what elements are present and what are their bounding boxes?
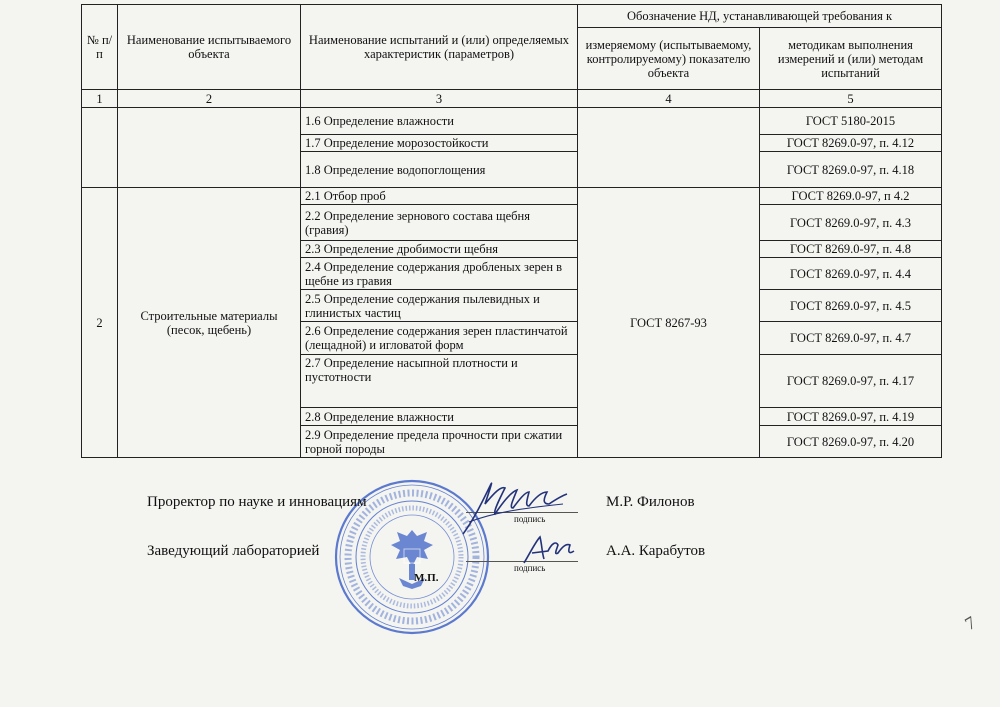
signer1-name: М.Р. Филонов: [606, 494, 695, 510]
group1-object-cell: [118, 108, 301, 188]
accreditation-table: [81, 4, 942, 458]
signature-caption: подпись: [514, 563, 546, 573]
test-name: 2.4 Определение содержания дробленых зерен в щебне из гравия: [301, 258, 578, 290]
col-number: 2: [118, 90, 301, 108]
test-method: ГОСТ 8269.0-97, п. 4.4: [760, 258, 942, 290]
test-method: ГОСТ 8269.0-97, п. 4.18: [760, 152, 942, 188]
test-name: 2.2 Определение зернового состава щебня (гравия): [301, 205, 578, 241]
signer2-position: Заведующий лабораторией: [147, 543, 320, 559]
test-method: ГОСТ 5180-2015: [760, 108, 942, 135]
col-number: 4: [578, 90, 760, 108]
test-method: ГОСТ 8269.0-97, п. 4.5: [760, 290, 942, 322]
col-number: 3: [301, 90, 578, 108]
header-nd-methods: методикам выполнения измерений и (или) методам испытаний: [760, 28, 942, 90]
signature-2-handwriting: [520, 533, 580, 567]
page-mark: 7: [961, 612, 980, 634]
test-method: ГОСТ 8269.0-97, п 4.2: [760, 188, 942, 205]
col-number: 1: [82, 90, 118, 108]
test-name: 2.9 Определение предела прочности при сжатии горной породы: [301, 426, 578, 458]
group2-nd: ГОСТ 8267-93: [578, 188, 760, 458]
signature-1-handwriting: [455, 478, 570, 538]
test-method: ГОСТ 8269.0-97, п. 4.7: [760, 322, 942, 355]
signer1-position: Проректор по науке и инновациям: [147, 494, 367, 510]
group1-nd-cell: [578, 108, 760, 188]
test-method: ГОСТ 8269.0-97, п. 4.19: [760, 408, 942, 426]
test-name: 2.3 Определение дробимости щебня: [301, 241, 578, 258]
test-method: ГОСТ 8269.0-97, п. 4.12: [760, 135, 942, 152]
table-row: [82, 108, 942, 135]
signature-caption: подпись: [514, 514, 546, 524]
test-name: 1.6 Определение влажности: [301, 108, 578, 135]
test-method: ГОСТ 8269.0-97, п. 4.17: [760, 355, 942, 408]
test-method: ГОСТ 8269.0-97, п. 4.3: [760, 205, 942, 241]
test-name: 2.1 Отбор проб: [301, 188, 578, 205]
test-name: 2.5 Определение содержания пылевидных и глинистых частиц: [301, 290, 578, 322]
test-method: ГОСТ 8269.0-97, п. 4.20: [760, 426, 942, 458]
header-tests: Наименование испытаний и (или) определяемых характеристик (параметров): [301, 5, 578, 90]
test-method: ГОСТ 8269.0-97, п. 4.8: [760, 241, 942, 258]
header-num: № п/п: [82, 5, 118, 90]
table-row: [82, 188, 942, 205]
group2-num: 2: [82, 188, 118, 458]
group2-object: Строительные материалы (песок, щебень): [118, 188, 301, 458]
test-name: 2.7 Определение насыпной плотности и пустотности: [301, 355, 578, 408]
signer2-name: А.А. Карабутов: [606, 543, 706, 559]
group1-num-cell: [82, 108, 118, 188]
header-object: Наименование испытываемого объекта: [118, 5, 301, 90]
test-name: 2.8 Определение влажности: [301, 408, 578, 426]
header-nd-measured: измеряемому (испытываемому, контролируемому) показателю объекта: [578, 28, 760, 90]
test-name: 2.6 Определение содержания зерен пластинчатой (лещадной) и игловатой форм: [301, 322, 578, 355]
stamp-place-label: М.П.: [414, 572, 439, 584]
test-name: 1.7 Определение морозостойкости: [301, 135, 578, 152]
col-number: 5: [760, 90, 942, 108]
test-name: 1.8 Определение водопоглощения: [301, 152, 578, 188]
header-nd-group: Обозначение НД, устанавливающей требования к: [578, 5, 942, 28]
